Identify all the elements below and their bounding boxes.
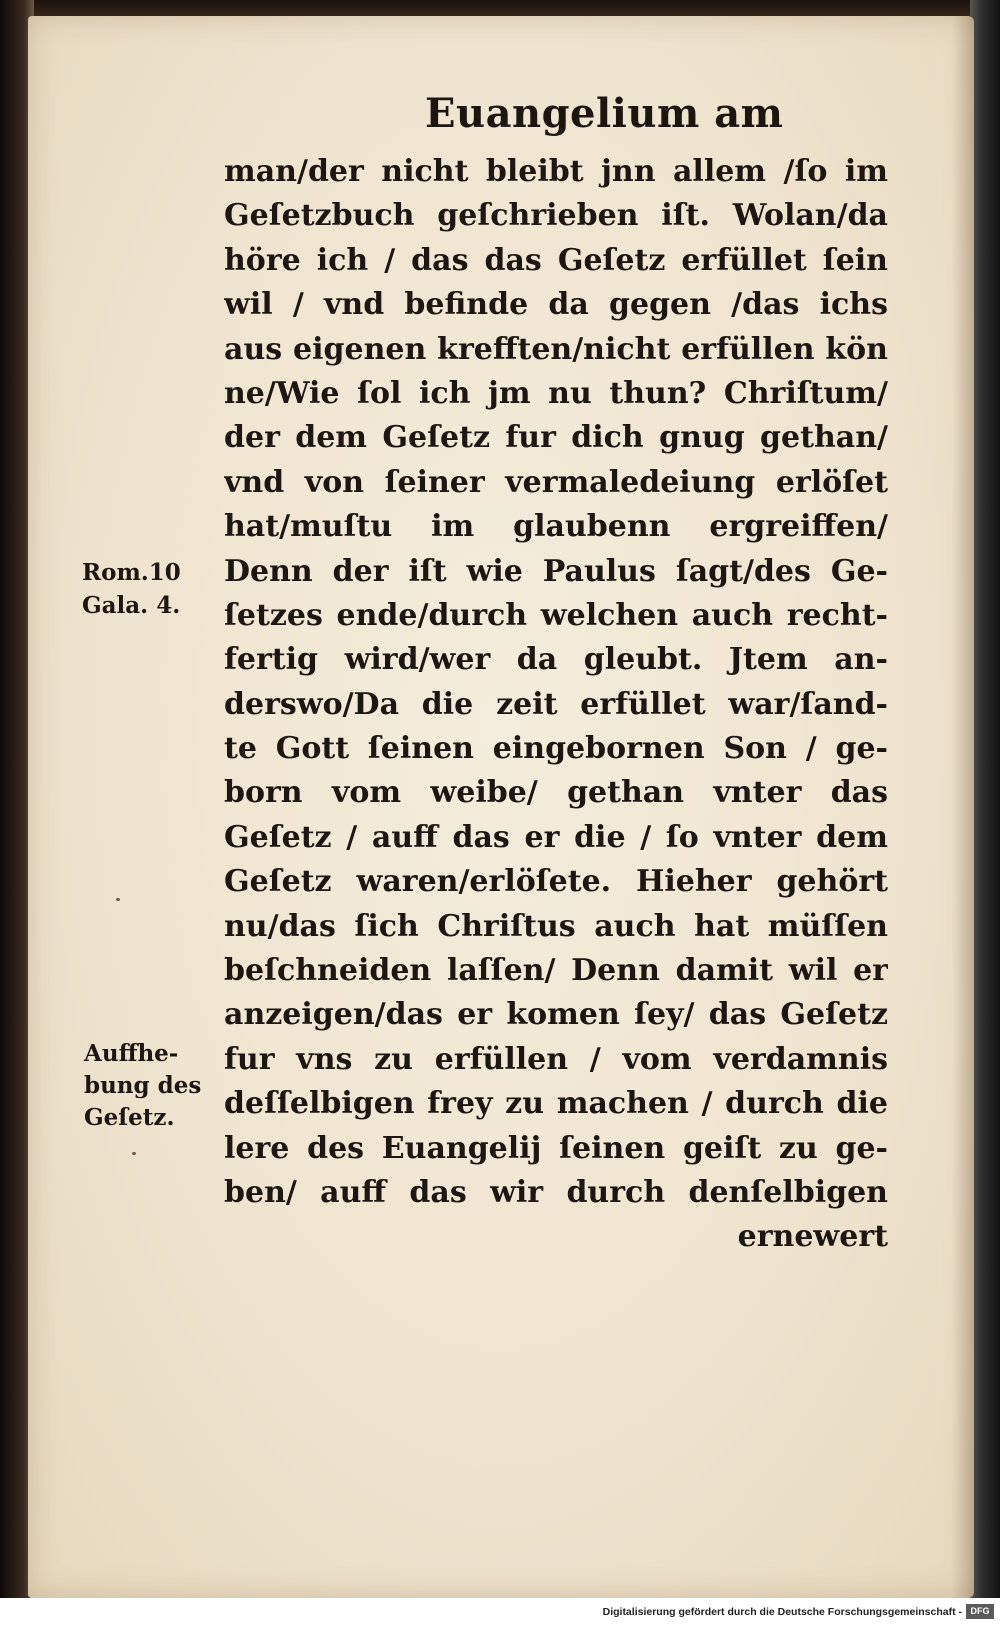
text-line: vnd von ſeiner vermaledeiung erlöſet [224, 464, 888, 500]
text-line: Geſetz / auff das er die / ſo vnter dem [224, 819, 888, 855]
margin-note-line: Auffhe- [84, 1040, 179, 1067]
text-line: beſchneiden laſſen/ Denn damit wil er [224, 953, 888, 989]
margin-note-auffhebung [84, 1038, 201, 1134]
ink-speck [132, 1152, 136, 1155]
text-line: derswo/Da die zeit erfüllet war/ſand- [224, 686, 888, 722]
text-line: born vom weibe/ gethan vnter das [224, 775, 888, 811]
text-line: nu/das ſich Chriſtus auch hat müſſen [224, 908, 888, 944]
margin-note-line: bung des [84, 1072, 202, 1099]
main-text-block [224, 150, 888, 1260]
margin-note-gala: Gala. 4. [82, 592, 181, 619]
catchword: ernewert [737, 1219, 888, 1255]
text-line: hat/muſtu im glaubenn ergreiffen/ [224, 509, 888, 545]
text-line: aus eigenen krefften/nicht erfüllen kön [224, 331, 888, 367]
book-binding-right [970, 0, 1000, 1627]
digitization-footer [0, 1598, 1000, 1627]
text-line: man/der nicht bleibt jnn allem /ſo im [224, 154, 888, 189]
text-line: fur vns zu erfüllen / vom verdamnis [224, 1041, 888, 1077]
text-line: Denn der iſt wie Paulus ſagt/des Ge- [224, 553, 888, 589]
text-line: lere des Euangelij ſeinen geiſt zu ge- [224, 1130, 888, 1166]
text-line: ben/ auff das wir durch denſelbigen [224, 1174, 888, 1210]
text-line: ne/Wie ſol ich jm nu thun? Chriſtum/ [224, 375, 888, 411]
text-line: deſſelbigen frey zu machen / durch die [224, 1086, 888, 1122]
ink-speck [116, 898, 120, 901]
text-line: Geſetz waren/erlöſete. Hieher gehört [224, 864, 888, 900]
dfg-logo: DFG [966, 1604, 994, 1619]
page-fold-shadow [952, 16, 974, 1598]
funding-credit: Digitalisierung gefördert durch die Deutsche Forschungsgemeinschaft - [602, 1606, 962, 1618]
margin-note-rom: Rom.10 [82, 559, 181, 586]
text-line: te Gott ſeinen eingebornen Son / ge- [224, 731, 888, 767]
margin-note-line: Geſetz. [84, 1104, 175, 1131]
text-line: wil / vnd befinde da gegen /das ichs [224, 287, 888, 323]
text-line: anzeigen/das er komen ſey/ das Geſetz [224, 997, 888, 1033]
running-head: Euangelium am [425, 90, 784, 137]
text-line: der dem Geſetz fur dich gnug gethan/ [224, 420, 888, 456]
text-line: fertig wird/wer da gleubt. Jtem an- [224, 642, 888, 678]
text-line: höre ich / das das Geſetz erfüllet ſein [224, 242, 888, 278]
text-line: Geſetzbuch geſchrieben iſt. Wolan/da [224, 198, 888, 234]
text-line: ſetzes ende/durch welchen auch recht- [224, 597, 888, 633]
